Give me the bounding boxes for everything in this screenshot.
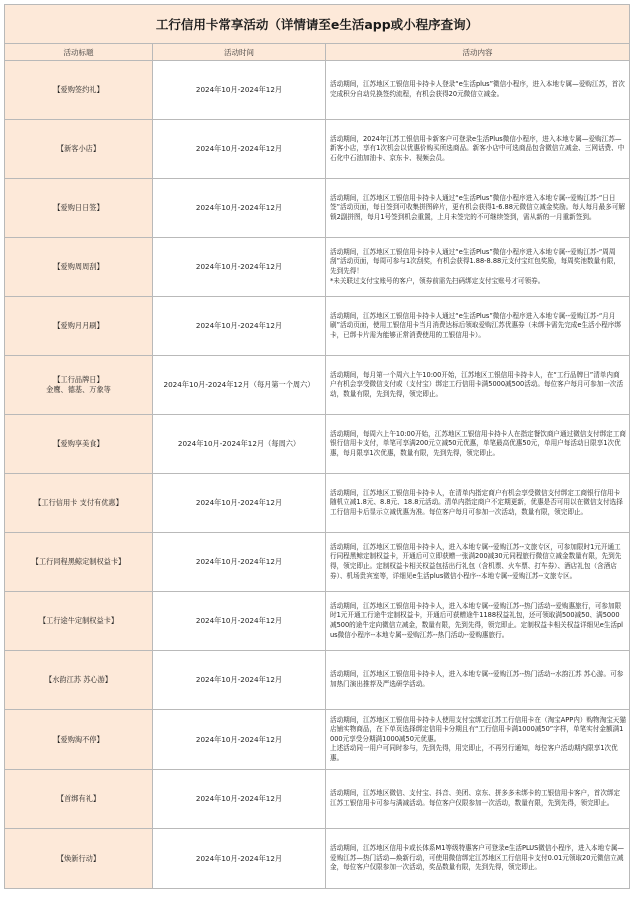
activity-content-cell [326,61,630,120]
activity-content: 活动期间，江苏地区工银信用卡持卡人登录“e生活plus”微信小程序，进入本地专属—爱购江苏，首次完成积分自动兑换签约流程，有机会获得20元微信立减金。 [330,80,625,98]
activity-content: 活动期间，江苏地区工银信用卡持卡人，在清单内指定商户有机会享受微信支付绑定工商银行信用卡随机立减1.8元、8.8元、18.8元活动。清单内指定商户不定期更新，优惠是否可用以在微信支付选择工行信用卡后显示立减优惠为准。每位客户每月可参加一次活动，数量有限，领完即止。 [330,488,623,516]
activity-content-cell [326,710,630,770]
activity-time: 2024年10月-2024年12月 [153,770,326,829]
activity-content-cell [326,179,630,238]
activity-content: 活动期间，江苏地区信用卡或长体系M1等级特惠客户可登录e生活PLUS微信小程序，进入本地专属—爱购江苏—热门活动—焕新行动，可使用微信绑定江苏地区工行信用卡支付0.01元领取20元微信立减金，每位客户仅限参加一次活动，奖品数量有限，先到先得，领完即止。 [330,844,625,872]
activity-time: 2024年10月-2024年12月 [153,651,326,710]
activity-time: 2024年10月-2024年12月 [153,474,326,533]
activity-time: 2024年10月-2024年12月 [153,61,326,120]
activity-title-cell [5,710,153,770]
header-activity-content: 活动内容 [326,44,630,61]
table-row [5,829,630,889]
activity-content-cell [326,651,630,710]
activity-title-cell [5,120,153,179]
activity-content: 活动期间，江苏地区工银信用卡持卡人通过“e生活Plus”微信小程序进入本地专属--爱购江苏-“日日签”活动页面，每日签到可收集拼图碎片，更有机会获得1-6.88元微信立减金奖励。每人每月最多可解锁2副拼图，每月1号签到机会重置，上月未签完的不可继续签到，需从新的一月重新签到。 [330,193,626,221]
document-title: 工行信用卡常享活动（详情请至e生活app或小程序查询） [5,5,630,44]
activity-title: 【爱购日日签】 [53,203,104,212]
table-row [5,533,630,592]
activity-content-cell [326,474,630,533]
table-row [5,238,630,297]
activity-title: 【爱购周周刮】 [53,262,104,271]
activity-time: 2024年10月-2024年12月 [153,120,326,179]
table-row [5,356,630,415]
table-row [5,770,630,829]
activity-time: 2024年10月-2024年12月 [153,592,326,651]
activity-content: 活动期间，江苏地区工银信用卡持卡人通过“e生活Plus”微信小程序进入本地专属--爱购江苏-“周周刮”活动页面，每周可参与1次刮奖，有机会获得1.88-8.88元支付宝红包奖励，每周奖池数量有限，先到先得！ [330,247,620,275]
activity-title-cell [5,651,153,710]
table-row [5,592,630,651]
activity-title: 【爱购享美食】 [53,439,104,448]
activity-title: 【工行同程黑鲸定制权益卡】 [31,557,126,566]
activity-content: 活动期间，江苏地区工银信用卡持卡人，进入本地专属--爱购江苏--热门活动--水韵江苏 苏心游。可参加热门演出推荐及严选研学活动。 [330,670,624,688]
activity-content: 活动期间，2024年江苏工银信用卡新客户可登录e生活Plus微信小程序，进入本地专属—爱购江苏—新客小店，享有1次机会以优惠价购买所选商品。新客小店中可选商品包含微信立减金、三网话费、中石化中石油加油卡、京东卡、视频会员。 [330,134,625,162]
table-row [5,61,630,120]
activity-content-cell [326,533,630,592]
table-row [5,297,630,356]
activity-title: 【工行途牛定制权益卡】 [38,616,119,625]
activity-time: 2024年10月-2024年12月 [153,238,326,297]
table-row [5,415,630,474]
activity-content: 活动期间，江苏地区工银信用卡持卡人使用支付宝绑定江苏工行信用卡在（淘宝APP内）购物淘宝天猫店铺实物商品，在下单页选择绑定信用卡分期且有“工行信用卡满1000减50”字样，单笔实付金额满1000元享受分期满1000减50元优惠。 [330,715,626,743]
activity-content: 活动期间，江苏地区工银信用卡持卡人，进入本地专属--爱购江苏--文旅专区，可参加限时1元开通工行同程黑鲸定制权益卡，开通后可立即获赠一张满200减30元同程旅行微信立减金数量有限，先到先得，领完即止。定制权益卡相关权益包括出行礼包（含机票、火车票、打车券）、酒店礼包（含酒店券）、机场贵宾室等，详细见e生活plus微信小程序--本地专属--爱购江苏--文旅专区。 [330,542,622,580]
table-row [5,120,630,179]
activity-time: 2024年10月-2024年12月（每周六） [153,415,326,474]
activity-time: 2024年10月-2024年12月 [153,179,326,238]
activity-title: 【焕新行动】 [56,853,101,863]
activity-content: 活动期间，每月第一个周六上午10:00开始，江苏地区工银信用卡持卡人，在“工行品牌日”清单内商户有机会享受微信支付或（支付宝）绑定工行信用卡满5000减500活动。每位客户每月可参加一次活动，数量有限，先到先得，领完即止。 [330,370,624,398]
activity-content-cell [326,356,630,415]
activity-content-cell [326,415,630,474]
activity-time: 2024年10月-2024年12月 [153,829,326,889]
activity-title: 金鹰、德基、万象等 [46,385,111,394]
activity-title-cell [5,770,153,829]
activity-content-cell [326,120,630,179]
activity-title-cell [5,356,153,415]
activity-content: 活动期间，江苏地区工银信用卡持卡人通过“e生活Plus”微信小程序进入本地专属--爱购江苏-“月月刷”活动页面，使用工银信用卡当月消费达标后领取爱购江苏优惠券（未绑卡需先完成e生活小程序绑卡，已绑卡片需为能够正常消费使用的工银信用卡）。 [330,311,622,339]
activity-title: 【新客小店】 [56,144,101,153]
activity-content: 活动期间，江苏地区微信、支付宝、抖音、美团、京东、拼多多未绑卡的工银信用卡客户，首次绑定江苏工银信用卡可参与满减活动。每位客户仅限参加一次活动，数量有限，先到先得，领完即止。 [330,789,621,807]
activity-content-cell [326,770,630,829]
activity-title-cell [5,474,153,533]
activity-title-cell [5,829,153,889]
activity-title-cell [5,297,153,356]
activity-title-cell [5,592,153,651]
activity-content-cell [326,592,630,651]
activity-document [4,4,629,896]
table-row [5,179,630,238]
activity-content-cell [326,238,630,297]
activity-title: 【爱购淘不停】 [53,734,104,744]
activity-title-cell [5,238,153,297]
activity-title: 【首绑有礼】 [56,794,101,803]
activity-time: 2024年10月-2024年12月 [153,710,326,770]
header-activity-title: 活动标题 [5,44,153,61]
activity-content: *未关联过支付宝账号的客户，领券前需先扫码绑定支付宝账号才可领券。 [330,276,545,285]
table-row [5,710,630,770]
activity-table [4,4,630,889]
activity-rows [5,61,630,889]
activity-title: 【水韵江苏 苏心游】 [45,675,112,684]
activity-content-cell [326,829,630,889]
activity-title-cell [5,415,153,474]
activity-title: 【工行信用卡 支付有优惠】 [34,498,123,507]
activity-title-cell [5,61,153,120]
activity-title-cell [5,533,153,592]
activity-title: 【爱购签约礼】 [53,85,104,94]
table-row [5,651,630,710]
activity-time: 2024年10月-2024年12月 [153,533,326,592]
activity-time: 2024年10月-2024年12月（每月第一个周六） [153,356,326,415]
activity-time: 2024年10月-2024年12月 [153,297,326,356]
activity-content: 活动期间，江苏地区工银信用卡持卡人，进入本地专属--爱购江苏--热门活动--爱购惠旅行，可参加限时1元开通工行途牛定制权益卡，开通后可获赠途牛1188权益礼包，还可领取满500减50、满5000减500的途牛定向微信立减金，数量有限，先到先得，领完即止。定制权益卡相关权益详细见e生活plus微信小程序--本地专属--爱购江苏--热门活动--爱购惠旅行。 [330,601,624,639]
activity-title-cell [5,179,153,238]
table-row [5,474,630,533]
activity-content: 上述活动同一用户可同时参与，先到先得，用完即止，不再另行通知，每位客户活动期内限享1次优惠。 [330,744,618,762]
activity-content-cell [326,297,630,356]
activity-title: 【爱购月月刷】 [53,321,104,330]
activity-content: 活动期间，每周六上午10:00开始，江苏地区工银信用卡持卡人在指定餐饮商户通过微信支付绑定工商银行信用卡支付，单笔可享满200元立减50元优惠，单笔最高优惠50元，单用户每活动日限享1次优惠，每月限享1次优惠，数量有限，先到先得，领完即止。 [330,429,626,457]
activity-title: 【工行品牌日】 [53,375,104,384]
header-activity-time: 活动时间 [153,44,326,61]
